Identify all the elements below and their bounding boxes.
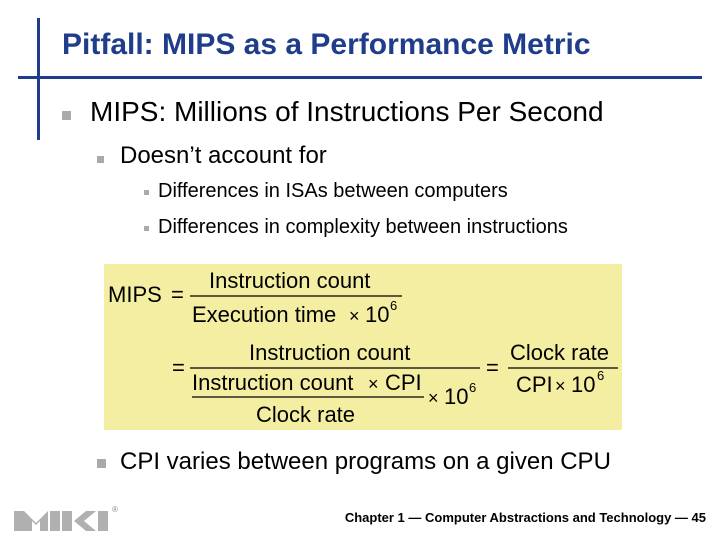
bullet-mips-definition: MIPS: Millions of Instructions Per Second [90, 96, 604, 127]
formula-ten-3: 10 [571, 372, 596, 397]
formula-exp-1: 6 [390, 298, 398, 313]
formula-cpi: CPI [516, 372, 553, 397]
mips-formula-box [104, 264, 622, 430]
bullet-cpi-varies: CPI varies between programs on a given CPU [120, 448, 611, 475]
bullet-marker [97, 459, 106, 468]
formula-ten-1: 10 [365, 302, 390, 327]
formula-times-3: × [428, 388, 439, 408]
registered-mark: ® [112, 505, 118, 514]
title-accent-vertical-line [37, 18, 40, 140]
formula-inner-instruction-count: Instruction count [192, 370, 354, 395]
formula-numerator-1: Instruction count [209, 268, 371, 293]
morgan-kaufmann-logo [14, 503, 124, 533]
formula-exp-2: 6 [469, 380, 477, 395]
formula-exp-3: 6 [597, 368, 605, 383]
formula-times-1: × [349, 306, 360, 326]
formula-mips-label: MIPS [108, 282, 162, 307]
formula-clock-rate: Clock rate [510, 340, 610, 365]
formula-equals-2: = [172, 355, 185, 380]
formula-times-4: × [555, 376, 566, 396]
mips-formula [104, 264, 622, 430]
title-accent-horizontal-line [18, 76, 702, 79]
formula-equals-3: = [486, 355, 499, 380]
bullet-marker [144, 226, 149, 231]
slide-title: Pitfall: MIPS as a Performance Metric [62, 28, 591, 61]
bullet-marker [97, 156, 104, 163]
formula-inner-clock-rate: Clock rate [256, 402, 356, 427]
slide-footer: Chapter 1 — Computer Abstractions and Technology — 45 [344, 510, 706, 525]
formula-numerator-2: Instruction count [249, 340, 411, 365]
bullet-isa-differences: Differences in ISAs between computers [158, 180, 508, 202]
bullet-marker [62, 111, 71, 120]
formula-equals-1: = [171, 282, 184, 307]
formula-inner-cpi: CPI [385, 370, 422, 395]
formula-times-2: × [368, 374, 379, 394]
formula-ten-2: 10 [444, 384, 469, 409]
bullet-doesnt-account: Doesn’t account for [120, 142, 327, 169]
bullet-complexity-differences: Differences in complexity between instructions [158, 216, 568, 238]
bullet-marker [144, 190, 149, 195]
formula-exec-time: Execution time [192, 302, 337, 327]
